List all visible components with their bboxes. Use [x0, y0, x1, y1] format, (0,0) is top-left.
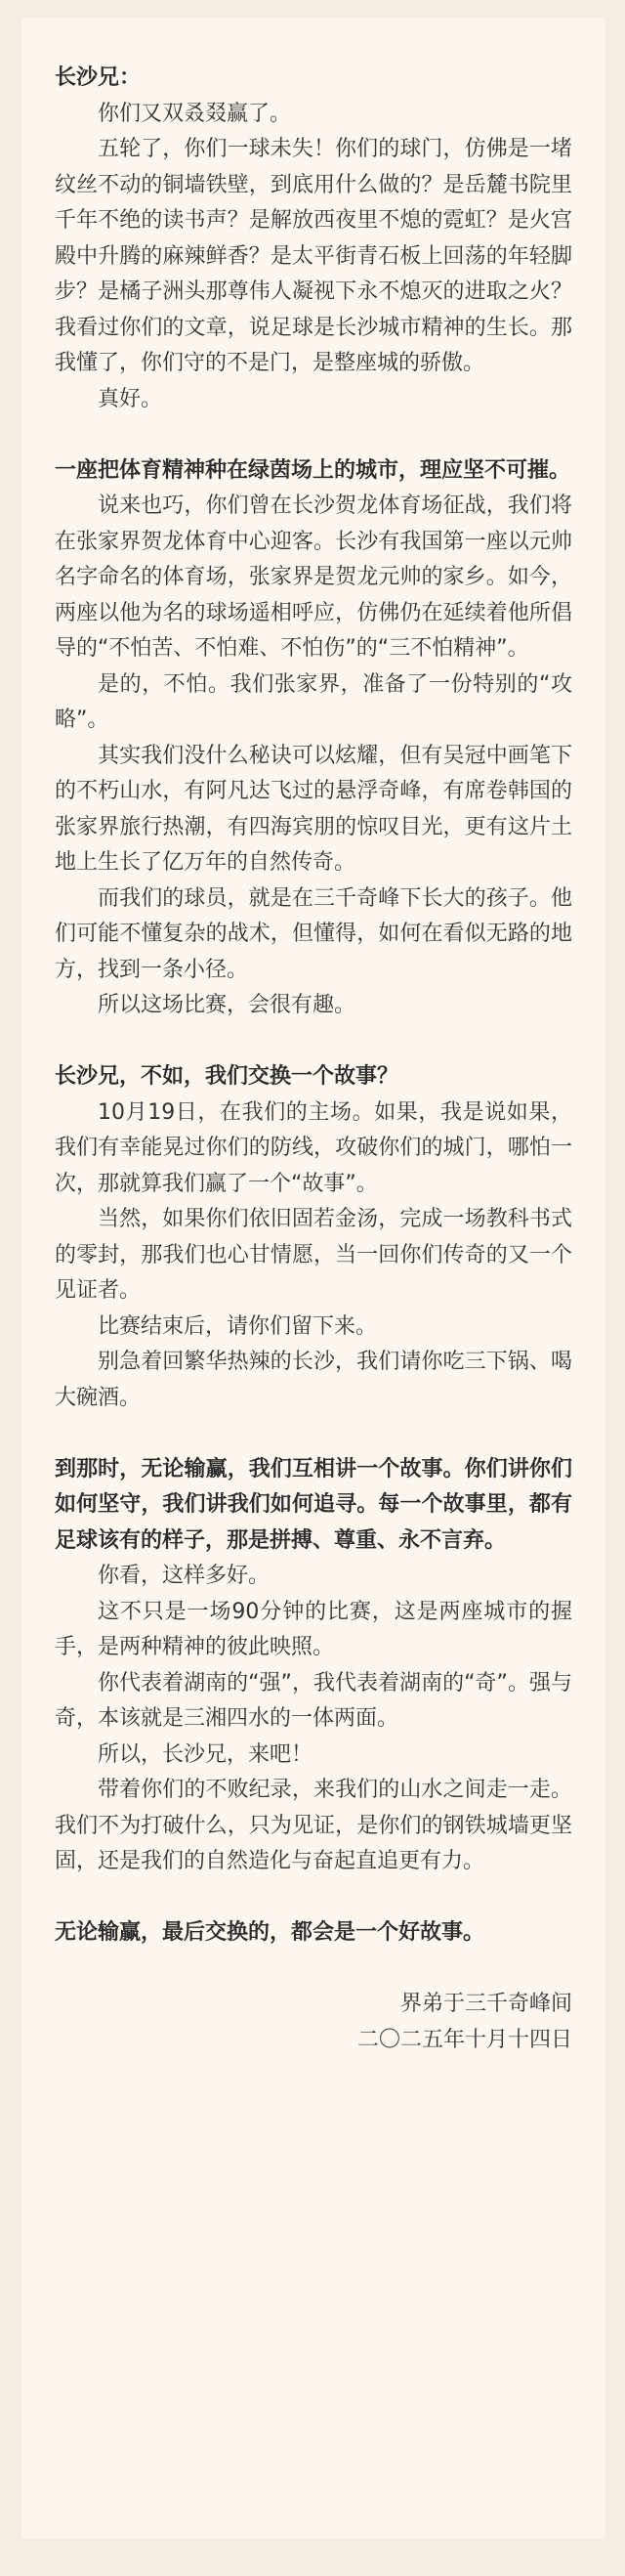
paragraph: 五轮了，你们一球未失！你们的球门，仿佛是一堵纹丝不动的铜墙铁壁，到底用什么做的？是岳麓书院里千年不绝的读书声？是解放西夜里不熄的霓虹？是火宫殿中升腾的麻辣鲜香？是太平街青石板上回荡的年轻脚步？是橘子洲头那尊伟人凝视下永不熄灭的进取之火？我看过你们的文章，说足球是长沙城市精神的生长。那我懂了，你们守的不是门，是整座城的骄傲。 — [55, 137, 572, 375]
paragraph: 你代表着湖南的“强”，我代表着湖南的“奇”。强与奇，本该就是三湘四水的一体两面。 — [55, 1670, 572, 1731]
paragraph-gap — [55, 1024, 572, 1060]
signature-date: 二〇二五年十月十四日 — [356, 2027, 572, 2052]
paragraph: 当然，如果你们依旧固若金汤，完成一场教科书式的零封，那我们也心甘情愿，当一回你们传奇的又一个见证者。 — [55, 1207, 572, 1303]
paragraph: 别急着回繁华热辣的长沙，我们请你吃三下锅、喝大碗酒。 — [55, 1350, 572, 1410]
paragraph: 比赛结束后，请你们留下来。 — [98, 1313, 378, 1339]
paragraph: 你看，这样多好。 — [98, 1564, 271, 1588]
paragraph: 是的，不怕。我们张家界，准备了一份特别的“攻略”。 — [55, 671, 572, 732]
paragraph-gap — [55, 1880, 572, 1916]
paragraph: 说来也巧，你们曾在长沙贺龙体育场征战，我们将在张家界贺龙体育中心迎客。长沙有我国第一座以元帅名字命名的体育场，张家界是贺龙元帅的家乡。如今，两座以他为名的球场遥相呼应，仿佛仍在延续着他所倡导的“不怕苦、不怕难、不怕伤”的“三不怕精神”。 — [55, 494, 572, 661]
paragraph: 而我们的球员，就是在三千奇峰下长大的孩子。他们可能不懂复杂的战术，但懂得，如何在看似无路的地方，找到一条小径。 — [55, 885, 572, 982]
bold-heading: 长沙兄，不如，我们交换一个故事？ — [55, 1064, 399, 1089]
paragraph: 10月19日，在我们的主场。如果，我是说如果，我们有幸能晃过你们的防线，攻破你们的城门，哪怕一次，那就算我们赢了一个“故事”。 — [55, 1099, 572, 1196]
paragraph: 真好。 — [98, 386, 163, 411]
salutation: 长沙兄： — [55, 65, 142, 90]
bold-heading: 到那时，无论输赢，我们互相讲一个故事。你们讲你们如何坚守，我们讲我们如何追寻。每一个故事里，都有足球该有的样子，那是拼搏、尊重、永不言弃。 — [55, 1456, 572, 1553]
paragraph: 所以这场比赛，会很有趣。 — [98, 993, 356, 1017]
signature-place: 界弟于三千奇峰间 — [399, 1992, 572, 2016]
paragraph: 你们又双叒叕赢了。 — [98, 101, 292, 126]
paragraph-gap — [55, 417, 572, 453]
bold-heading: 一座把体育精神种在绿茵场上的城市，理应坚不可摧。 — [55, 457, 571, 483]
bold-heading: 无论输赢，最后交换的，都会是一个好故事。 — [55, 1920, 485, 1945]
paragraph-gap — [55, 1416, 572, 1452]
paragraph: 所以，长沙兄，来吧！ — [98, 1741, 313, 1767]
paragraph: 这不只是一场90分钟的比赛，这是两座城市的握手，是两种精神的彼此映照。 — [55, 1599, 572, 1659]
paragraph: 其实我们没什么秘诀可以炫耀，但有吴冠中画笔下的不朽山水，有阿凡达飞过的悬浮奇峰，有席卷韩国的张家界旅行热潮，有四海宾朋的惊叹目光，更有这片土地上生长了亿万年的自然传奇。 — [55, 743, 572, 875]
letter-page — [21, 18, 605, 2539]
paragraph: 带着你们的不败纪录，来我们的山水之间走一走。我们不为打破什么，只为见证，是你们的钢铁城墙更坚固，还是我们的自然造化与奋起直追更有力。 — [55, 1778, 572, 1873]
paragraph-gap — [55, 1952, 572, 1988]
